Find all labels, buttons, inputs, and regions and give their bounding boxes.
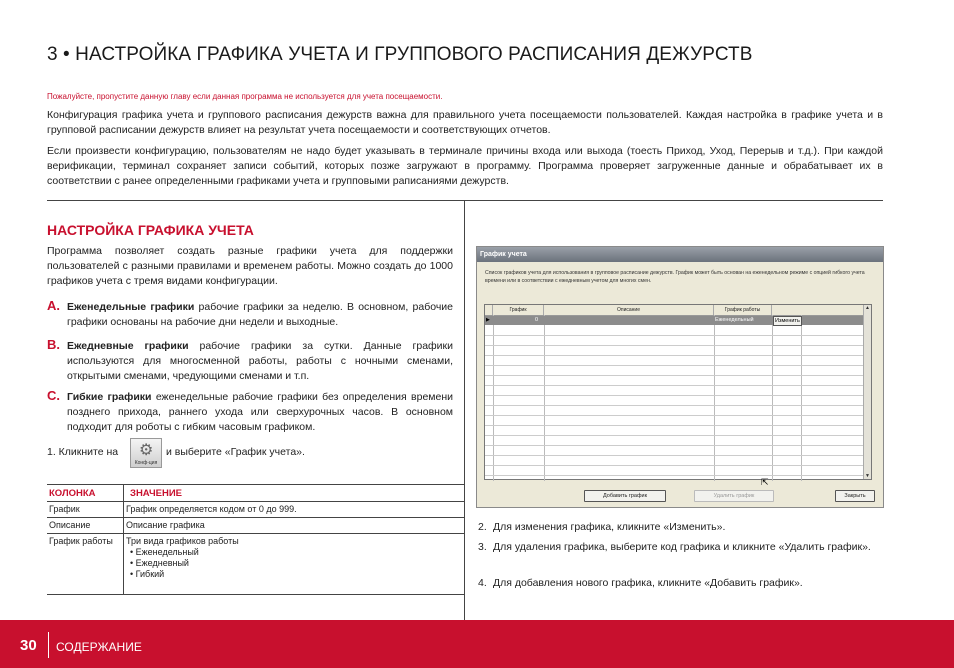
delete-schedule-button[interactable]: Удалить график — [694, 490, 774, 502]
grid-header — [485, 305, 871, 316]
item-letter: A. — [47, 298, 60, 313]
step-text: Для добавления нового графика, кликните «Добавить график». — [493, 577, 803, 589]
list-item-daily — [47, 339, 453, 384]
step-1-after: и выберите «График учета». — [166, 446, 305, 458]
step-text: Для удаления графика, выберите код графика и кликните «Удалить график». — [493, 541, 871, 553]
list-item: • Ежедневный — [130, 558, 189, 568]
item-letter: B. — [47, 337, 60, 352]
table-cell-value: График определяется кодом от 0 до 999. — [124, 502, 466, 518]
page-title: 3 • НАСТРОЙКА ГРАФИКА УЧЕТА И ГРУППОВОГО РАСПИСАНИЯ ДЕЖУРСТВ — [47, 44, 753, 65]
table-row — [47, 534, 465, 595]
column-description-table — [47, 484, 465, 595]
row-code: 0 — [535, 317, 539, 323]
add-schedule-button[interactable]: Добавить график — [584, 490, 666, 502]
step-3 — [478, 540, 883, 555]
table-cell-value: Описание графика — [124, 518, 466, 534]
item-term: Еженедельные графики — [67, 301, 195, 313]
item-term: Гибкие графики — [67, 391, 152, 403]
schedule-types-list — [126, 547, 463, 580]
list-item: • Гибкий — [130, 569, 165, 579]
mouse-cursor-icon: ⇱ — [761, 477, 769, 487]
item-text: рабочие графики за неделю. В основном, рабочие графики основаны на рабочие дни недели и выходные. — [67, 301, 453, 328]
scroll-down-icon[interactable]: ▼ — [865, 473, 870, 479]
row-type: Еженедельный — [715, 317, 754, 323]
item-text: рабочие графики за сутки. Данные графики используются для многосменной работы, работы с ночными сменами, открытыми сменами, чредующими сменами и т.п. — [67, 340, 453, 382]
footer-bar — [0, 620, 954, 668]
step-text: Для изменения графика, кликните «Изменить». — [493, 521, 726, 533]
table-cell-column: График работы — [47, 534, 124, 595]
table-cell-value — [124, 534, 466, 595]
section-heading: НАСТРОЙКА ГРАФИКА УЧЕТА — [47, 222, 254, 238]
grid-scrollbar[interactable] — [863, 305, 871, 479]
close-button[interactable]: Закрыть — [835, 490, 875, 502]
table-cell-column: Описание — [47, 518, 124, 534]
table-header-column: КОЛОНКА — [47, 485, 124, 502]
schedule-grid[interactable] — [484, 304, 872, 487]
section-intro: Программа позволяет создать разные графики учета для поддержки пользователей с разными правилами и временем работы. Можно создать до 1000 графиков учета с тремя видами конфигурации. — [47, 245, 453, 287]
item-text: еженедельные рабочие графики без определения времени позднего прихода, раннего ухода или сверхурочных часов. В основном подходит для роботы с гибким часовым графиком. — [67, 391, 454, 433]
step-1 — [47, 438, 467, 468]
list-item: • Еженедельный — [130, 547, 199, 557]
config-button-icon[interactable] — [130, 438, 162, 468]
schedule-types-label: Три вида графиков работы — [126, 536, 239, 546]
contents-link[interactable]: СОДЕРЖАНИЕ — [56, 640, 142, 654]
gear-icon: ⚙ — [139, 442, 154, 459]
step-number: 4. — [478, 577, 487, 589]
list-item-flexible — [47, 390, 453, 435]
edit-button[interactable]: Изменить — [775, 318, 800, 324]
grid-col-description[interactable]: Описание — [544, 305, 714, 315]
footer-separator — [48, 632, 49, 658]
step-1-before: 1. Кликните на — [47, 446, 119, 458]
window-title: График учета — [477, 247, 883, 262]
table-row — [47, 502, 465, 518]
step-4 — [478, 576, 883, 591]
intro-paragraph-1: Конфигурация графика учета и группового расписания дежурств важна для правильного учета посещаемости пользователей. Каждая настройка в графике учета и в групповой расписании дежурств влияет на результат учета посещаемости и соответствующих отчетов. — [47, 109, 883, 136]
item-term: Ежедневные графики — [67, 340, 189, 352]
window-description: Список графиков учета для использования в групповое расписание дежурств. График может быть основан на еженедельном режиме с опцией гибкого учета времени или в соответствии с ежедневным учетом для многих смен. — [485, 270, 865, 284]
grid-col-type[interactable]: График работы — [714, 305, 772, 315]
config-icon-caption: Конф-ция — [134, 460, 158, 466]
step-2 — [478, 520, 883, 535]
schedule-window — [476, 246, 884, 508]
table-row — [47, 518, 465, 534]
step-number: 2. — [478, 521, 487, 533]
table-header-value: ЗНАЧЕНИЕ — [124, 485, 466, 502]
horizontal-divider — [47, 200, 883, 201]
page-number: 30 — [20, 637, 37, 654]
scroll-up-icon[interactable]: ▲ — [865, 305, 870, 311]
table-row[interactable] — [485, 316, 865, 325]
list-item-weekly — [47, 300, 453, 330]
row-marker-icon: ▶ — [486, 317, 490, 323]
grid-col-code[interactable]: График — [493, 305, 544, 315]
table-cell-column: График — [47, 502, 124, 518]
skip-notice: Пожалуйсте, пропустите данную главу если данная программа не используется для учета посещаемости. — [47, 92, 443, 101]
step-number: 3. — [478, 541, 487, 553]
intro-paragraph-2: Если произвести конфигурацию, пользователям не надо будет указывать в терминале причины входа или выхода (тоесть Приход, Уход, Перерыв и т.д.). При каждой верификации, терминал сохраняет записи событий, которых позже загружают в программу. Программа проверяет загруженные данные и обрабатывает их в соответствии с ранее определенными графиками учета и групповыми раписаниями дежурств. — [47, 145, 883, 187]
item-letter: C. — [47, 388, 60, 403]
